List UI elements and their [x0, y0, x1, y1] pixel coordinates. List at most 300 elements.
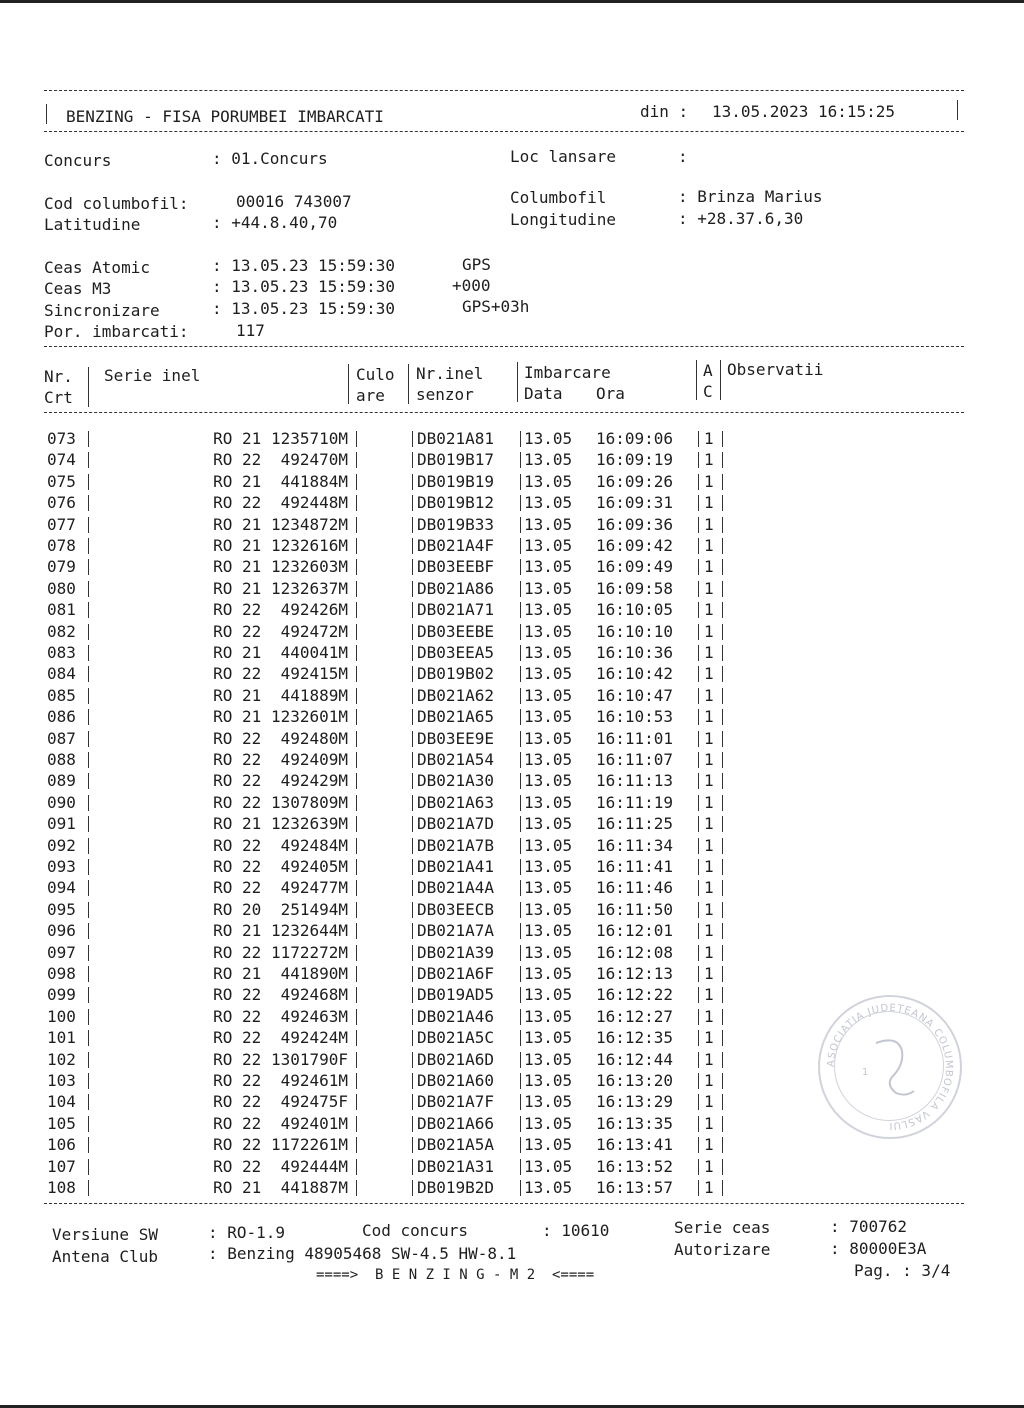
table-row: [0, 813, 1024, 834]
row-sensor: DB03EEBF: [417, 557, 495, 577]
cell-divider: [520, 773, 521, 789]
row-time: 16:10:05: [596, 600, 674, 620]
cell-divider: [356, 688, 357, 704]
row-serie-inel: RO 22 1307809M: [213, 792, 348, 812]
row-nr: 086: [47, 707, 76, 727]
row-time: 16:13:57: [596, 1178, 674, 1197]
cell-divider: [356, 1009, 357, 1025]
row-serie-inel: RO 21 441884M: [213, 471, 348, 491]
cell-divider: [356, 517, 357, 533]
cell-divider: [722, 816, 723, 832]
cell-divider: [356, 624, 357, 640]
cell-divider: [722, 602, 723, 618]
row-ac: 1: [704, 514, 714, 534]
row-time: 16:11:50: [596, 899, 674, 919]
row-ac: 1: [704, 685, 714, 705]
cell-divider: [698, 1073, 699, 1089]
autorizare-value: : 80000E3A: [830, 1239, 927, 1258]
row-date: 13.05: [524, 1028, 573, 1048]
row-time: 16:13:52: [596, 1156, 674, 1176]
cell-divider: [698, 966, 699, 982]
row-nr: 098: [47, 964, 76, 983]
latitudine-value: : +44.8.40,70: [212, 213, 338, 232]
row-sensor: DB021A7A: [417, 921, 495, 941]
table-row: [0, 856, 1024, 877]
sincronizare-label: Sincronizare: [44, 301, 160, 320]
table-row: [0, 728, 1024, 749]
row-nr: 083: [47, 643, 76, 662]
cell-divider: [356, 752, 357, 768]
cell-divider: [698, 1180, 699, 1196]
row-ac: 1: [704, 771, 714, 791]
cell-divider: [88, 923, 89, 939]
table-row: [0, 877, 1024, 898]
cell-divider: [88, 602, 89, 618]
cell-divider: [520, 987, 521, 1003]
row-ac: 1: [704, 1071, 714, 1090]
table-row: [0, 535, 1024, 556]
row-date: 13.05: [524, 557, 573, 577]
row-time: 16:11:34: [596, 835, 674, 855]
cell-divider: [412, 880, 413, 896]
row-serie-inel: RO 21 1232603M: [213, 557, 348, 577]
cell-divider: [722, 495, 723, 511]
row-nr: 082: [47, 621, 76, 641]
cell-divider: [88, 709, 89, 725]
cell-divider: [698, 795, 699, 811]
col-ora-header: Ora: [596, 384, 625, 403]
row-sensor: DB019B19: [417, 471, 495, 491]
cell-divider: [412, 987, 413, 1003]
row-time: 16:11:01: [596, 728, 674, 748]
cell-divider: [698, 452, 699, 468]
cell-divider: [356, 1073, 357, 1089]
row-nr: 081: [47, 600, 76, 620]
cell-divider: [520, 452, 521, 468]
row-nr: 097: [47, 942, 76, 962]
row-ac: 1: [704, 1178, 714, 1197]
cell-divider: [698, 859, 699, 875]
cell-divider: [356, 1159, 357, 1175]
col-divider: [517, 362, 518, 402]
cell-divider: [722, 902, 723, 918]
cell-divider: [520, 880, 521, 896]
cell-divider: [698, 731, 699, 747]
col-imbarcare-header: Imbarcare: [524, 363, 611, 382]
cell-divider: [356, 645, 357, 661]
cell-divider: [412, 495, 413, 511]
cell-divider: [356, 966, 357, 982]
row-ac: 1: [704, 707, 714, 727]
row-date: 13.05: [524, 707, 573, 727]
cell-divider: [722, 559, 723, 575]
autorizare-label: Autorizare: [674, 1240, 771, 1259]
row-ac: 1: [704, 921, 714, 941]
cell-divider: [88, 1180, 89, 1196]
cell-divider: [520, 752, 521, 768]
cell-divider: [520, 1052, 521, 1068]
cell-divider: [520, 838, 521, 854]
stamp-ring-text: ASOCIATIA JUDETEANA COLUMBOFILA VASLUI: [825, 1002, 955, 1132]
cell-divider: [722, 859, 723, 875]
cell-divider: [722, 795, 723, 811]
cell-divider: [722, 645, 723, 661]
row-serie-inel: RO 21 441887M: [213, 1178, 348, 1197]
table-row: [0, 770, 1024, 791]
row-ac: 1: [704, 792, 714, 812]
row-nr: 096: [47, 921, 76, 941]
cell-divider: [356, 1094, 357, 1110]
cell-divider: [356, 859, 357, 875]
cod-concurs-label: Cod concurs: [362, 1221, 468, 1240]
row-ac: 1: [704, 557, 714, 577]
row-time: 16:09:58: [596, 578, 674, 598]
cell-divider: [520, 495, 521, 511]
row-time: 16:11:25: [596, 814, 674, 834]
cell-divider: [722, 1159, 723, 1175]
cell-divider: [412, 731, 413, 747]
por-imbarcati-value: 117: [236, 321, 265, 340]
cell-divider: [412, 559, 413, 575]
cell-divider: [520, 474, 521, 490]
row-time: 16:09:49: [596, 557, 674, 577]
row-time: 16:10:36: [596, 643, 674, 662]
row-serie-inel: RO 20 251494M: [213, 899, 348, 919]
row-ac: 1: [704, 964, 714, 983]
row-ac: 1: [704, 857, 714, 876]
row-date: 13.05: [524, 899, 573, 919]
cell-divider: [698, 431, 699, 447]
row-sensor: DB021A86: [417, 578, 495, 598]
row-serie-inel: RO 21 1232616M: [213, 536, 348, 555]
cell-divider: [88, 666, 89, 682]
longitudine-value: : +28.37.6,30: [678, 209, 804, 228]
row-sensor: DB021A7B: [417, 835, 495, 855]
row-serie-inel: RO 22 492480M: [213, 728, 348, 748]
sincronizare-value: : 13.05.23 15:59:30: [212, 299, 396, 318]
table-row: [0, 578, 1024, 599]
row-nr: 079: [47, 557, 76, 577]
cell-divider: [722, 666, 723, 682]
cell-divider: [88, 645, 89, 661]
row-ac: 1: [704, 835, 714, 855]
row-sensor: DB021A39: [417, 942, 495, 962]
row-nr: 106: [47, 1135, 76, 1155]
row-nr: 091: [47, 814, 76, 834]
row-ac: 1: [704, 429, 714, 448]
row-nr: 085: [47, 685, 76, 705]
col-divider: [408, 364, 409, 404]
row-sensor: DB021A62: [417, 685, 495, 705]
row-nr: 090: [47, 792, 76, 812]
row-nr: 088: [47, 750, 76, 769]
table-row: [0, 835, 1024, 856]
row-sensor: DB021A6D: [417, 1049, 495, 1069]
cell-divider: [698, 880, 699, 896]
row-sensor: DB021A66: [417, 1113, 495, 1133]
row-time: 16:12:27: [596, 1006, 674, 1026]
row-nr: 101: [47, 1028, 76, 1048]
row-time: 16:09:06: [596, 429, 674, 448]
cell-divider: [412, 945, 413, 961]
row-serie-inel: RO 21 1235710M: [213, 429, 348, 448]
cell-divider: [722, 688, 723, 704]
row-nr: 105: [47, 1113, 76, 1133]
cell-divider: [722, 1030, 723, 1046]
cell-divider: [412, 1030, 413, 1046]
cell-divider: [412, 452, 413, 468]
cell-divider: [698, 517, 699, 533]
row-ac: 1: [704, 1156, 714, 1176]
row-date: 13.05: [524, 1049, 573, 1069]
cell-divider: [356, 495, 357, 511]
row-date: 13.05: [524, 771, 573, 791]
cell-divider: [520, 859, 521, 875]
row-serie-inel: RO 22 492409M: [213, 750, 348, 769]
row-serie-inel: RO 21 1232637M: [213, 578, 348, 598]
row-serie-inel: RO 22 492470M: [213, 450, 348, 470]
cell-divider: [520, 709, 521, 725]
cell-divider: [698, 1159, 699, 1175]
cell-divider: [412, 1137, 413, 1153]
cell-divider: [520, 731, 521, 747]
row-date: 13.05: [524, 600, 573, 620]
cell-divider: [698, 1137, 699, 1153]
row-time: 16:10:47: [596, 685, 674, 705]
col-a-header: A: [703, 361, 713, 380]
table-row: [0, 492, 1024, 513]
col-divider: [348, 364, 349, 404]
cell-divider: [356, 923, 357, 939]
row-nr: 102: [47, 1049, 76, 1069]
cell-divider: [356, 1052, 357, 1068]
row-sensor: DB019B02: [417, 664, 495, 684]
cell-divider: [356, 945, 357, 961]
header-rule-top: [44, 90, 964, 91]
cell-divider: [698, 1009, 699, 1025]
row-date: 13.05: [524, 750, 573, 769]
row-nr: 078: [47, 536, 76, 555]
cell-divider: [698, 923, 699, 939]
cell-divider: [356, 1030, 357, 1046]
scan-edge-top: [0, 0, 1024, 3]
cell-divider: [88, 1009, 89, 1025]
row-sensor: DB021A41: [417, 857, 495, 876]
cell-divider: [88, 581, 89, 597]
cod-columbofil-value: 00016 743007: [236, 192, 352, 211]
row-time: 16:10:53: [596, 707, 674, 727]
row-date: 13.05: [524, 429, 573, 448]
row-date: 13.05: [524, 857, 573, 876]
cell-divider: [88, 1159, 89, 1175]
cell-divider: [412, 923, 413, 939]
row-date: 13.05: [524, 964, 573, 983]
row-nr: 080: [47, 578, 76, 598]
cell-divider: [412, 1159, 413, 1175]
cell-divider: [722, 773, 723, 789]
cell-divider: [698, 838, 699, 854]
row-sensor: DB021A5C: [417, 1028, 495, 1048]
cell-divider: [88, 731, 89, 747]
row-ac: 1: [704, 450, 714, 470]
table-row: [0, 920, 1024, 941]
row-sensor: DB019AD5: [417, 985, 495, 1005]
cell-divider: [698, 1030, 699, 1046]
row-time: 16:09:31: [596, 493, 674, 513]
row-serie-inel: RO 22 492461M: [213, 1071, 348, 1090]
cell-divider: [356, 1137, 357, 1153]
table-row: [0, 449, 1024, 470]
cell-divider: [356, 773, 357, 789]
table-row: [0, 963, 1024, 984]
cell-divider: [520, 538, 521, 554]
cell-divider: [88, 1116, 89, 1132]
row-nr: 075: [47, 471, 76, 491]
row-serie-inel: RO 22 492477M: [213, 878, 348, 898]
concurs-label: Concurs: [44, 151, 112, 170]
ceas-atomic-value: : 13.05.23 15:59:30: [212, 256, 396, 275]
cell-divider: [88, 688, 89, 704]
row-ac: 1: [704, 621, 714, 641]
cell-divider: [412, 474, 413, 490]
row-serie-inel: RO 22 492405M: [213, 857, 348, 876]
cell-divider: [698, 538, 699, 554]
col-c-header: C: [703, 382, 713, 401]
cell-divider: [356, 880, 357, 896]
row-ac: 1: [704, 1092, 714, 1112]
row-date: 13.05: [524, 493, 573, 513]
cell-divider: [520, 688, 521, 704]
cell-divider: [520, 517, 521, 533]
row-ac: 1: [704, 942, 714, 962]
cell-divider: [722, 880, 723, 896]
cell-divider: [698, 645, 699, 661]
versiune-value: : RO-1.9: [208, 1223, 286, 1242]
row-serie-inel: RO 22 492426M: [213, 600, 348, 620]
cell-divider: [356, 731, 357, 747]
latitudine-label: Latitudine: [44, 215, 141, 234]
cell-divider: [412, 752, 413, 768]
row-time: 16:09:19: [596, 450, 674, 470]
row-nr: 077: [47, 514, 76, 534]
cell-divider: [356, 474, 357, 490]
cod-concurs-value: : 10610: [542, 1221, 610, 1240]
cell-divider: [520, 602, 521, 618]
row-ac: 1: [704, 1028, 714, 1048]
row-sensor: DB021A63: [417, 792, 495, 812]
header-rule-bottom: [44, 131, 964, 132]
association-stamp: [818, 995, 962, 1139]
cell-divider: [412, 645, 413, 661]
page-number: Pag. : 3/4: [854, 1261, 951, 1280]
cell-divider: [520, 902, 521, 918]
cell-divider: [88, 880, 89, 896]
cell-divider: [356, 816, 357, 832]
cell-divider: [88, 838, 89, 854]
table-rule-header-bottom: [44, 412, 964, 413]
cell-divider: [698, 495, 699, 511]
row-time: 16:12:08: [596, 942, 674, 962]
row-serie-inel: RO 22 492468M: [213, 985, 348, 1005]
cell-divider: [412, 1180, 413, 1196]
row-time: 16:11:07: [596, 750, 674, 769]
row-time: 16:13:35: [596, 1113, 674, 1133]
cell-divider: [412, 602, 413, 618]
cell-divider: [698, 987, 699, 1003]
row-nr: 094: [47, 878, 76, 898]
cell-divider: [520, 923, 521, 939]
cell-divider: [356, 666, 357, 682]
cell-divider: [520, 1030, 521, 1046]
header-left-bar: [46, 104, 47, 124]
cell-divider: [520, 1180, 521, 1196]
row-serie-inel: RO 22 492415M: [213, 664, 348, 684]
table-row: [0, 792, 1024, 813]
col-culo-header: Culo: [356, 365, 395, 384]
cell-divider: [722, 517, 723, 533]
cell-divider: [698, 624, 699, 640]
cell-divider: [88, 902, 89, 918]
row-nr: 100: [47, 1006, 76, 1026]
row-ac: 1: [704, 664, 714, 684]
cell-divider: [520, 1009, 521, 1025]
document-title: BENZING - FISA PORUMBEI IMBARCATI: [66, 107, 384, 126]
columbofil-label: Columbofil: [510, 188, 607, 207]
cell-divider: [356, 538, 357, 554]
table-row: [0, 1156, 1024, 1177]
columbofil-value: : Brinza Marius: [678, 187, 823, 206]
col-data-header: Data: [524, 384, 563, 403]
row-ac: 1: [704, 643, 714, 662]
row-serie-inel: RO 22 1172261M: [213, 1135, 348, 1155]
cell-divider: [356, 795, 357, 811]
cell-divider: [722, 709, 723, 725]
cell-divider: [520, 1073, 521, 1089]
row-sensor: DB019B33: [417, 514, 495, 534]
footer-rule: [44, 1203, 964, 1204]
cell-divider: [520, 816, 521, 832]
cell-divider: [88, 1094, 89, 1110]
cell-divider: [722, 431, 723, 447]
row-nr: 107: [47, 1156, 76, 1176]
cell-divider: [520, 1116, 521, 1132]
cell-divider: [698, 1094, 699, 1110]
cell-divider: [88, 773, 89, 789]
cell-divider: [698, 688, 699, 704]
row-serie-inel: RO 22 492444M: [213, 1156, 348, 1176]
row-ac: 1: [704, 750, 714, 769]
cell-divider: [412, 773, 413, 789]
cell-divider: [412, 1116, 413, 1132]
row-serie-inel: RO 21 1232639M: [213, 814, 348, 834]
longitudine-label: Longitudine: [510, 210, 616, 229]
cell-divider: [722, 1052, 723, 1068]
cell-divider: [412, 838, 413, 854]
svg-text:ASOCIATIA JUDETEANA COLUMBOFIL: [826, 1003, 954, 1131]
cell-divider: [722, 987, 723, 1003]
row-nr: 092: [47, 835, 76, 855]
cell-divider: [88, 752, 89, 768]
row-serie-inel: RO 22 492475F: [213, 1092, 348, 1112]
row-ac: 1: [704, 899, 714, 919]
pigeon-icon: [876, 1040, 914, 1094]
cell-divider: [412, 816, 413, 832]
row-sensor: DB021A54: [417, 750, 495, 769]
cell-divider: [722, 624, 723, 640]
cell-divider: [412, 538, 413, 554]
cell-divider: [722, 1137, 723, 1153]
cell-divider: [88, 538, 89, 554]
